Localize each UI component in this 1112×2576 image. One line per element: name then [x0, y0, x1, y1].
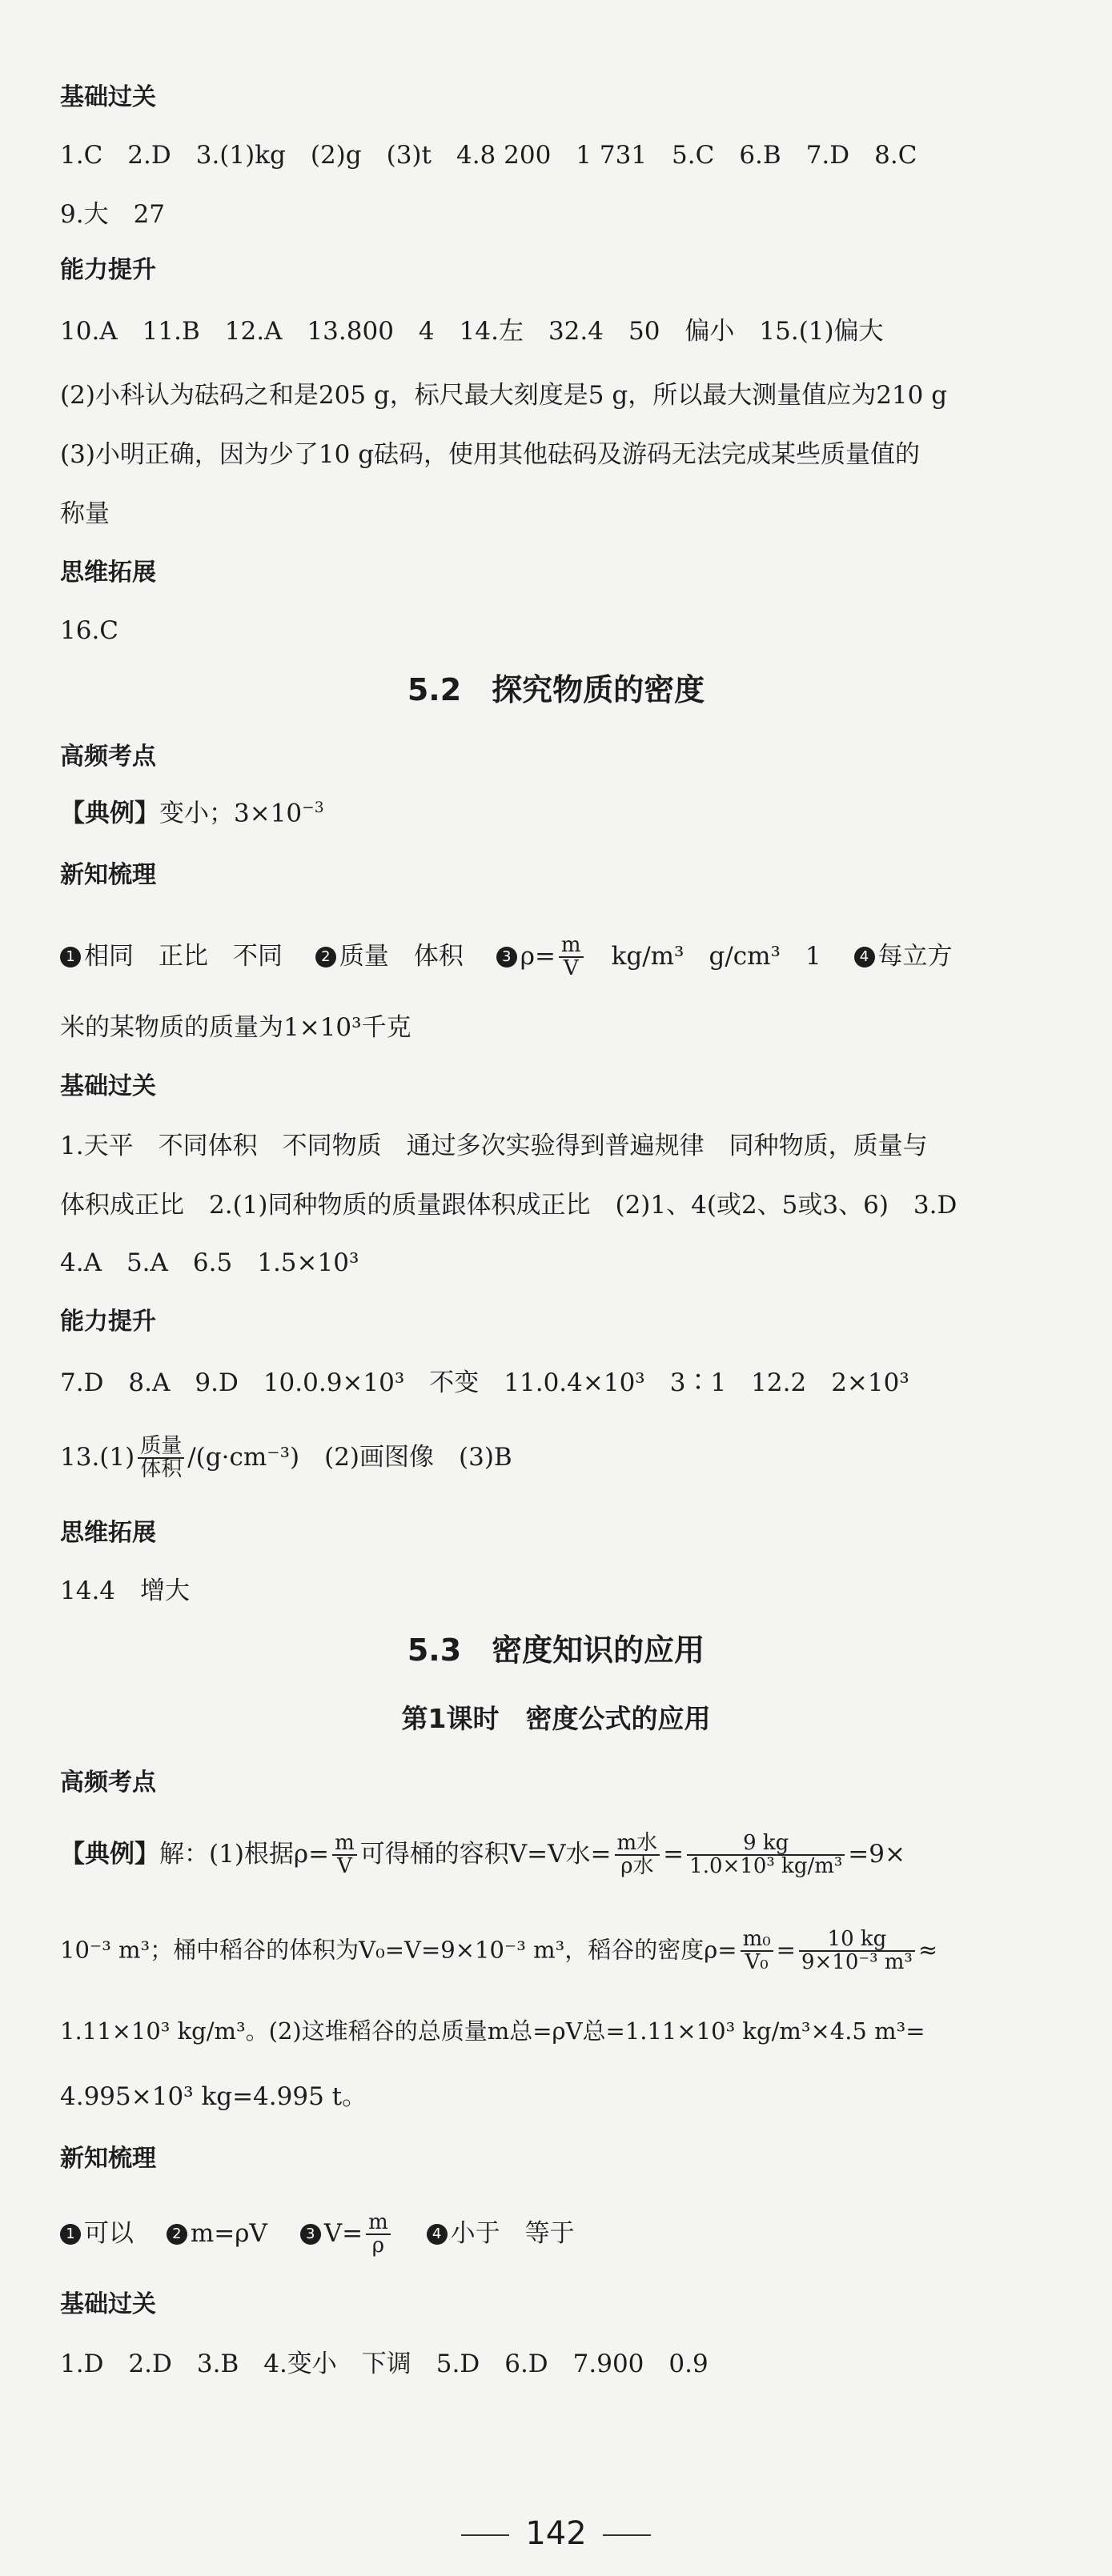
- answer-line: (2)小科认为砝码之和是205 g，标尺最大刻度是5 g，所以最大测量值应为210 g: [60, 381, 948, 410]
- answer-line: 10.A 11.B 12.A 13.800 4 14.左 32.4 50 偏小 15.(1)偏大: [60, 317, 884, 346]
- example-text: 变小；3×10: [159, 799, 303, 828]
- fraction: $\frac{\text{质量}}{\text{体积}}$: [138, 1436, 184, 1481]
- example-line: [60, 791, 1053, 831]
- item-text: 相同 正比 不同: [84, 941, 283, 971]
- item-text: 质量 体积: [339, 941, 464, 971]
- circled-number-icon: 2: [315, 947, 336, 968]
- formula-text: ρ=: [520, 941, 556, 971]
- example-tag: 【典例】: [60, 1839, 159, 1869]
- circled-number-icon: 4: [427, 2224, 448, 2245]
- circled-number-icon: 1: [60, 2224, 81, 2245]
- page-number: 142: [0, 2515, 1112, 2552]
- fraction: $\frac{\text{m水}}{\text{ρ水}}$: [615, 1833, 660, 1878]
- fraction: $\frac{m}{\rho}$: [366, 2212, 391, 2258]
- section-subtitle: 第1课时 密度公式的应用: [401, 1703, 711, 1734]
- example-line: 1.11×10³ kg/m³。(2)这堆稻谷的总质量m总=ρV总=1.11×10³ kg/m³×4.5 m³=: [60, 2017, 925, 2045]
- heading-jichu: 基础过关: [60, 1072, 156, 1100]
- heading-siwei: 思维拓展: [60, 1519, 156, 1547]
- heading-jichu: 基础过关: [60, 83, 156, 111]
- heading-nengli: 能力提升: [60, 256, 156, 284]
- answer-line: 4.A 5.A 6.5 1.5×10³: [60, 1248, 359, 1277]
- knowledge-line: 米的某物质的质量为1×10³千克: [60, 1013, 411, 1042]
- section-title: 5.3 密度知识的应用: [407, 1633, 705, 1668]
- fraction: $\frac{\text{m₀}}{\text{V₀}}$: [741, 1929, 773, 1974]
- fraction: $\frac{10 kg}{\text{9×10⁻³ m³}}$: [799, 1929, 915, 1974]
- section-title: 5.2 探究物质的密度: [407, 672, 705, 707]
- example-tag: 【典例】: [60, 799, 159, 828]
- circled-number-icon: 1: [60, 947, 81, 968]
- item-text: kg/m³ g/cm³ 1: [611, 941, 821, 971]
- heading-xinzhi: 新知梳理: [60, 861, 156, 889]
- example-line: 【典例】解：(1)根据ρ= $\frac{m}{V}$ 可得桶的容积V=V水= $\frac{\text{m水}}{\text{ρ水}}$ = $\frac{9 kg}{\text{1.0×10³ kg/m³}}$ =9×: [60, 1831, 905, 1879]
- circled-number-icon: 3: [496, 947, 517, 968]
- answer-line: 13.(1) $\frac{\text{质量}}{\text{体积}}$ /(g·cm⁻³) (2)画图像 (3)B: [60, 1434, 512, 1482]
- answer-line: 14.4 增大: [60, 1576, 191, 1605]
- exponent: −3: [302, 799, 324, 816]
- answer-line: 9.大 27: [60, 200, 166, 229]
- fraction: $\frac{m}{V}$: [559, 935, 584, 980]
- circled-number-icon: 3: [300, 2224, 321, 2245]
- answer-line: 体积成正比 2.(1)同种物质的质量跟体积成正比 (2)1、4(或2、5或3、6) 3.D: [60, 1191, 957, 1220]
- answer-line: (3)小明正确，因为少了10 g砝码，使用其他砝码及游码无法完成某些质量值的: [60, 440, 921, 469]
- answer-line: 称量: [60, 499, 110, 528]
- heading-siwei: 思维拓展: [60, 559, 156, 587]
- example-line: 10⁻³ m³；桶中稻谷的体积为V₀=V=9×10⁻³ m³，稻谷的密度ρ= $\frac{\text{m₀}}{\text{V₀}}$ = $\frac{10 kg}{\text{9×10⁻³ m³}}$ ≈: [60, 1927, 938, 1975]
- fraction: $\frac{m}{V}$: [332, 1833, 357, 1878]
- circled-number-icon: 4: [854, 947, 875, 968]
- heading-gaopin: 高频考点: [60, 1769, 156, 1797]
- heading-jichu: 基础过关: [60, 2290, 156, 2318]
- circled-number-icon: 2: [167, 2224, 187, 2245]
- example-line: 4.995×10³ kg=4.995 t。: [60, 2082, 367, 2111]
- answer-line: 1.D 2.D 3.B 4.变小 下调 5.D 6.D 7.900 0.9: [60, 2350, 709, 2378]
- answer-line: 1.天平 不同体积 不同物质 通过多次实验得到普遍规律 同种物质，质量与: [60, 1132, 928, 1160]
- fraction: $\frac{9 kg}{\text{1.0×10³ kg/m³}}$: [687, 1833, 845, 1878]
- heading-nengli: 能力提升: [60, 1308, 156, 1336]
- heading-gaopin: 高频考点: [60, 743, 156, 771]
- knowledge-line: 1 可以 2 m=ρV 3 V= $\frac{m}{\rho}$ 4 小于 等于: [60, 2212, 1053, 2258]
- heading-xinzhi: 新知梳理: [60, 2145, 156, 2173]
- knowledge-line: [60, 935, 1053, 980]
- answer-line: 1.C 2.D 3.(1)kg (2)g (3)t 4.8 200 1 731 5.C 6.B 7.D 8.C: [60, 141, 917, 170]
- item-text: 每立方: [877, 941, 953, 971]
- answer-line: 7.D 8.A 9.D 10.0.9×10³ 不变 11.0.4×10³ 3∶1 12.2 2×10³: [60, 1368, 909, 1397]
- answer-line: 16.C: [60, 616, 119, 645]
